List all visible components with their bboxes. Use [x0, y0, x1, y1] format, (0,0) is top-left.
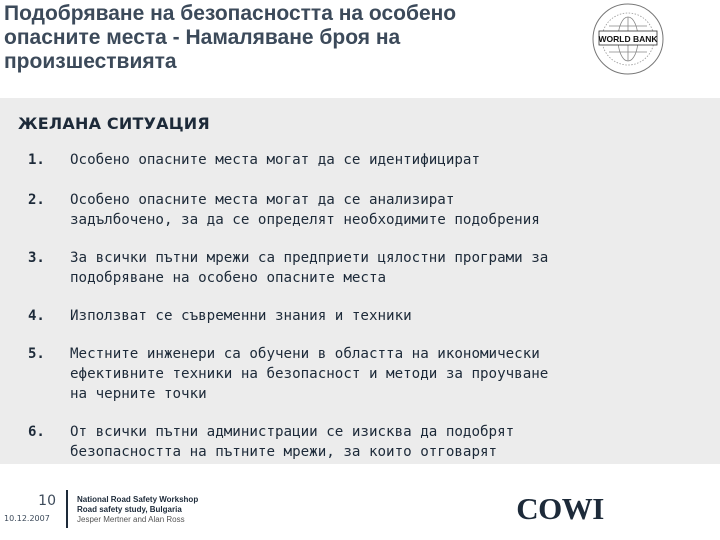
footer-authors: Jesper Mertner and Alan Ross [77, 515, 185, 524]
list-item-number: 1. [28, 152, 45, 168]
list-item-line: Използват се съвременни знания и техники [70, 308, 412, 324]
footer-workshop: National Road Safety Workshop [77, 495, 199, 504]
title-line-3: произшествията [4, 50, 177, 73]
list-item-text [70, 306, 712, 326]
list-item-text [70, 422, 712, 462]
title-line-1: Подобряване на безопасността на особено [4, 2, 457, 25]
list-item-number: 3. [28, 250, 45, 266]
title-line-2: опасните места - Намаляване броя на [4, 26, 401, 49]
list-item-line: подобряване на особено опасните места [70, 270, 387, 286]
list-item-number: 4. [28, 308, 45, 324]
section-heading: ЖЕЛАНА СИТУАЦИЯ [18, 114, 210, 133]
footer-info [77, 495, 277, 525]
list-item-text [70, 248, 712, 288]
cowi-logo-text: COWI [516, 491, 604, 526]
list-item-line: Особено опасните места могат да се идентифицират [70, 152, 480, 168]
list-item-number: 6. [28, 424, 45, 440]
list-item-line: Особено опасните места могат да се анализират [70, 192, 455, 208]
footer-date: 10.12.2007 [4, 514, 50, 523]
list-item-number: 2. [28, 192, 45, 208]
list-item-line: безопасността на пътните мрежи, за които отговарят [70, 444, 498, 460]
list-item-line: Местните инженери са обучени в областта на икономически [70, 346, 540, 362]
world-bank-logo [591, 2, 665, 76]
footer-divider [66, 490, 68, 528]
slide-title [4, 2, 564, 74]
cowi-logo [512, 488, 608, 528]
list-item-number: 5. [28, 346, 45, 362]
page-number: 10 [38, 493, 56, 509]
footer-study: Road safety study, Bulgaria [77, 505, 182, 514]
list-item-line: задълбочено, за да се определят необходимите подобрения [70, 212, 540, 228]
numbered-list [0, 98, 720, 464]
list-item-line: За всички пътни мрежи са предприети цялостни програми за [70, 250, 549, 266]
content-panel [0, 98, 720, 464]
world-bank-logo-text: WORLD BANK [598, 34, 658, 44]
list-item-text [70, 190, 712, 230]
list-item-line: на черните точки [70, 386, 207, 402]
list-item-line: ефективните техники на безопасност и методи за проучване [70, 366, 549, 382]
list-item-line: От всички пътни администрации се изисква да подобрят [70, 424, 515, 440]
list-item-text [70, 150, 712, 170]
list-item-text [70, 344, 712, 404]
